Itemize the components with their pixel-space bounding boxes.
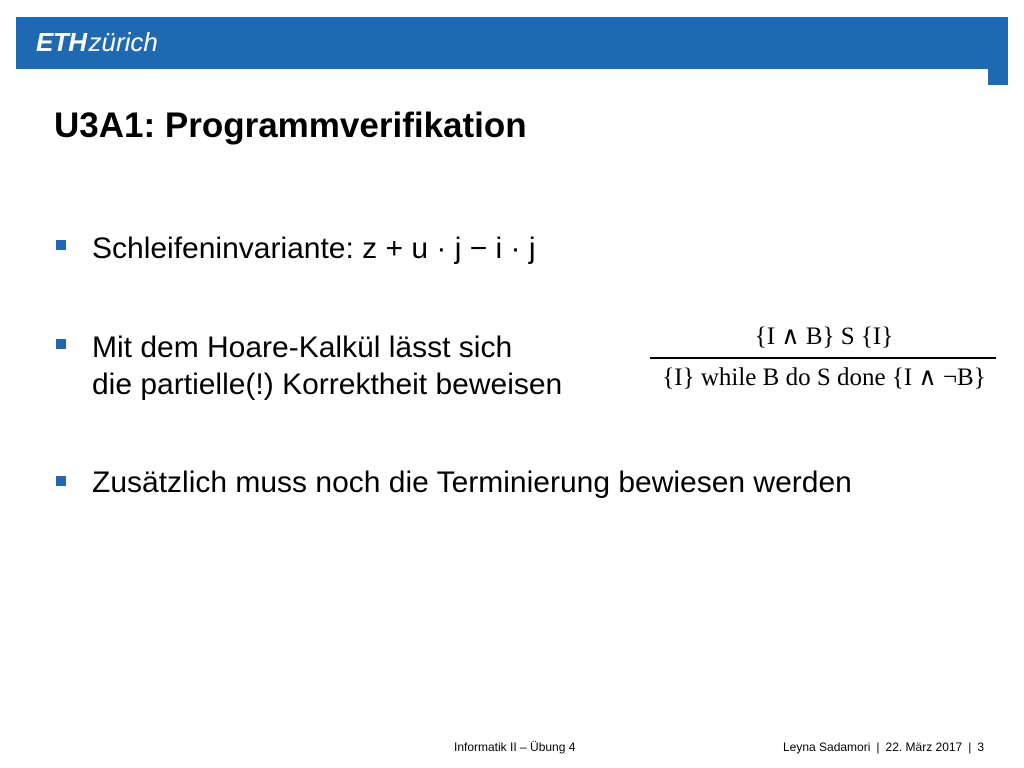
footer-meta xyxy=(783,739,984,755)
bullet-text-invariant: Schleifeninvariante: z + u · j − i · j xyxy=(92,232,536,265)
page-title: U3A1: Programmverifikation xyxy=(54,106,527,145)
footer-course: Informatik II – Übung 4 xyxy=(454,740,576,754)
rule-fraction-line xyxy=(650,357,996,359)
rule-premise: {I ∧ B} S {I} xyxy=(754,323,894,350)
header-bar xyxy=(16,17,1008,69)
footer-author: Leyna Sadamori xyxy=(783,740,871,754)
footer-page-number: 3 xyxy=(977,740,985,754)
bullet-square-icon xyxy=(56,240,66,250)
bullet-text-hoare-line1: Mit dem Hoare-Kalkül lässt sich xyxy=(92,331,513,364)
hoare-while-rule xyxy=(648,318,1000,398)
bullet-text-hoare-line2: die partielle(!) Korrektheit beweisen xyxy=(92,368,563,401)
footer-date: 22. März 2017 xyxy=(885,740,963,754)
header-bar-edge xyxy=(988,69,1008,85)
logo-zurich-text: zürich xyxy=(88,27,158,57)
bullet-square-icon xyxy=(56,476,66,486)
bullet-text-termination: Zusätzlich muss noch die Terminierung bewiesen werden xyxy=(92,466,852,499)
footer-separator: | xyxy=(968,740,972,754)
bullet-square-icon xyxy=(56,339,66,349)
footer-separator: | xyxy=(876,740,880,754)
rule-conclusion: {I} while B do S done {I ∧ ¬B} xyxy=(662,364,986,391)
logo-eth-text: ETH xyxy=(36,27,87,57)
eth-zurich-logo xyxy=(36,27,158,57)
